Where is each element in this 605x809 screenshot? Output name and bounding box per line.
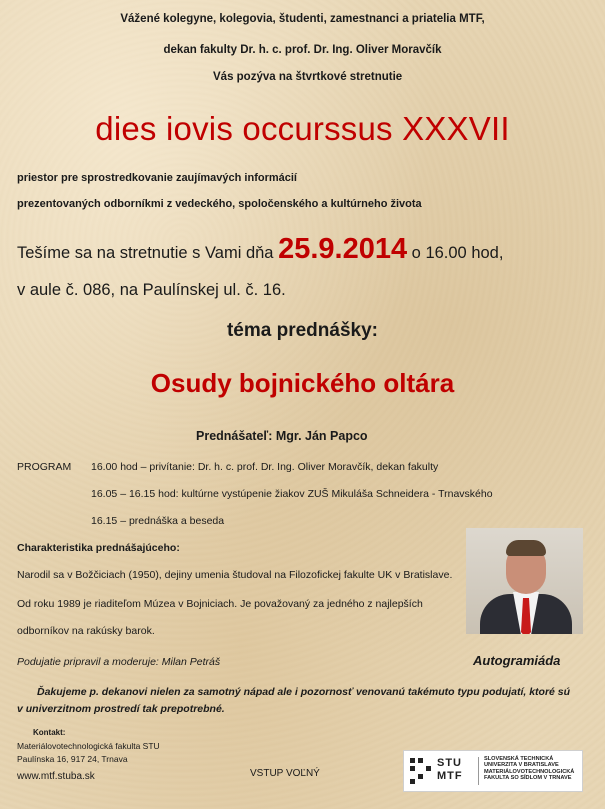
logo-mtf: MTF xyxy=(437,770,463,782)
lecturer-line: Prednášateľ: Mgr. Ján Papco xyxy=(196,429,368,443)
website-link[interactable]: www.mtf.stuba.sk xyxy=(17,771,95,782)
program-item-2: 16.05 – 16.15 hod: kultúrne vystúpenie žiakov ZUŠ Mikuláša Schneidera - Trnavského xyxy=(91,488,493,500)
event-time: o 16.00 hod, xyxy=(407,244,504,262)
entry-note: VSTUP VOĽNÝ xyxy=(250,768,320,779)
stu-logo-icon xyxy=(410,758,432,784)
lecturer-photo xyxy=(466,528,583,634)
bio-line-3: odborníkov na rakúsky barok. xyxy=(17,625,155,637)
contact-org: Materiálovotechnologická fakulta STU xyxy=(17,741,160,751)
event-place: v aule č. 086, na Paulínskej ul. č. 16. xyxy=(17,281,286,299)
logo-divider xyxy=(478,757,479,785)
contact-address: Paulínska 16, 917 24, Trnava xyxy=(17,754,128,764)
program-item-3: 16.15 – prednáška a beseda xyxy=(91,515,225,527)
greeting: Vážené kolegyne, kolegovia, študenti, zamestnanci a priatelia MTF, xyxy=(120,13,485,25)
meeting-prefix: Tešíme sa na stretnutie s Vami dňa xyxy=(17,244,279,262)
event-description-2: prezentovaných odborníkmi z vedeckého, spoločenského a kultúrneho života xyxy=(17,198,422,210)
lecture-title: Osudy bojnického oltára xyxy=(150,368,455,398)
stu-mtf-logo xyxy=(403,750,583,792)
logo-text: SLOVENSKÁ TECHNICKÁ UNIVERZITA V BRATISLAVE MATERIÁLOVOTECHNOLOGICKÁ FAKULTA SO SÍDLOM V TRNAVE xyxy=(484,756,575,781)
program-item-1: 16.00 hod – privítanie: Dr. h. c. prof. Dr. Ing. Oliver Moravčík, dekan fakulty xyxy=(91,461,439,473)
bio-heading: Charakteristika prednášajúceho: xyxy=(17,542,180,554)
bio-line-1: Narodil sa v Božčiciach (1950), dejiny umenia študoval na Filozofickej fakulte UK v Bratislave. xyxy=(17,569,453,581)
dean-line: dekan fakulty Dr. h. c. prof. Dr. Ing. Oliver Moravčík xyxy=(163,44,442,56)
thanks-line-1: Ďakujeme p. dekanovi nielen za samotný nápad ale i pozornosť venovanú takémuto typu podujatí, ktoré sú xyxy=(37,686,571,698)
event-date: 25.9.2014 xyxy=(278,233,408,265)
autograph-label: Autogramiáda xyxy=(473,653,561,668)
theme-label: téma prednášky: xyxy=(226,320,378,341)
moderator-line: Podujatie pripravil a moderuje: Milan Petráš xyxy=(17,656,221,668)
program-label: PROGRAM xyxy=(17,461,72,473)
invite-line: Vás pozýva na štvrtkové stretnutie xyxy=(213,71,403,83)
meeting-line xyxy=(17,233,503,266)
contact-label: Kontakt: xyxy=(33,728,66,737)
event-title: dies iovis occurssus XXXVII xyxy=(95,110,510,147)
logo-stu: STU xyxy=(437,757,462,769)
thanks-line-2: v univerzitnom prostredí tak prepotrebné. xyxy=(17,703,225,715)
event-description-1: priestor pre sprostredkovanie zaujímavých informácií xyxy=(17,172,297,184)
bio-line-2: Od roku 1989 je riaditeľom Múzea v Bojniciach. Je považovaný za jedného z najlepších xyxy=(17,598,423,610)
